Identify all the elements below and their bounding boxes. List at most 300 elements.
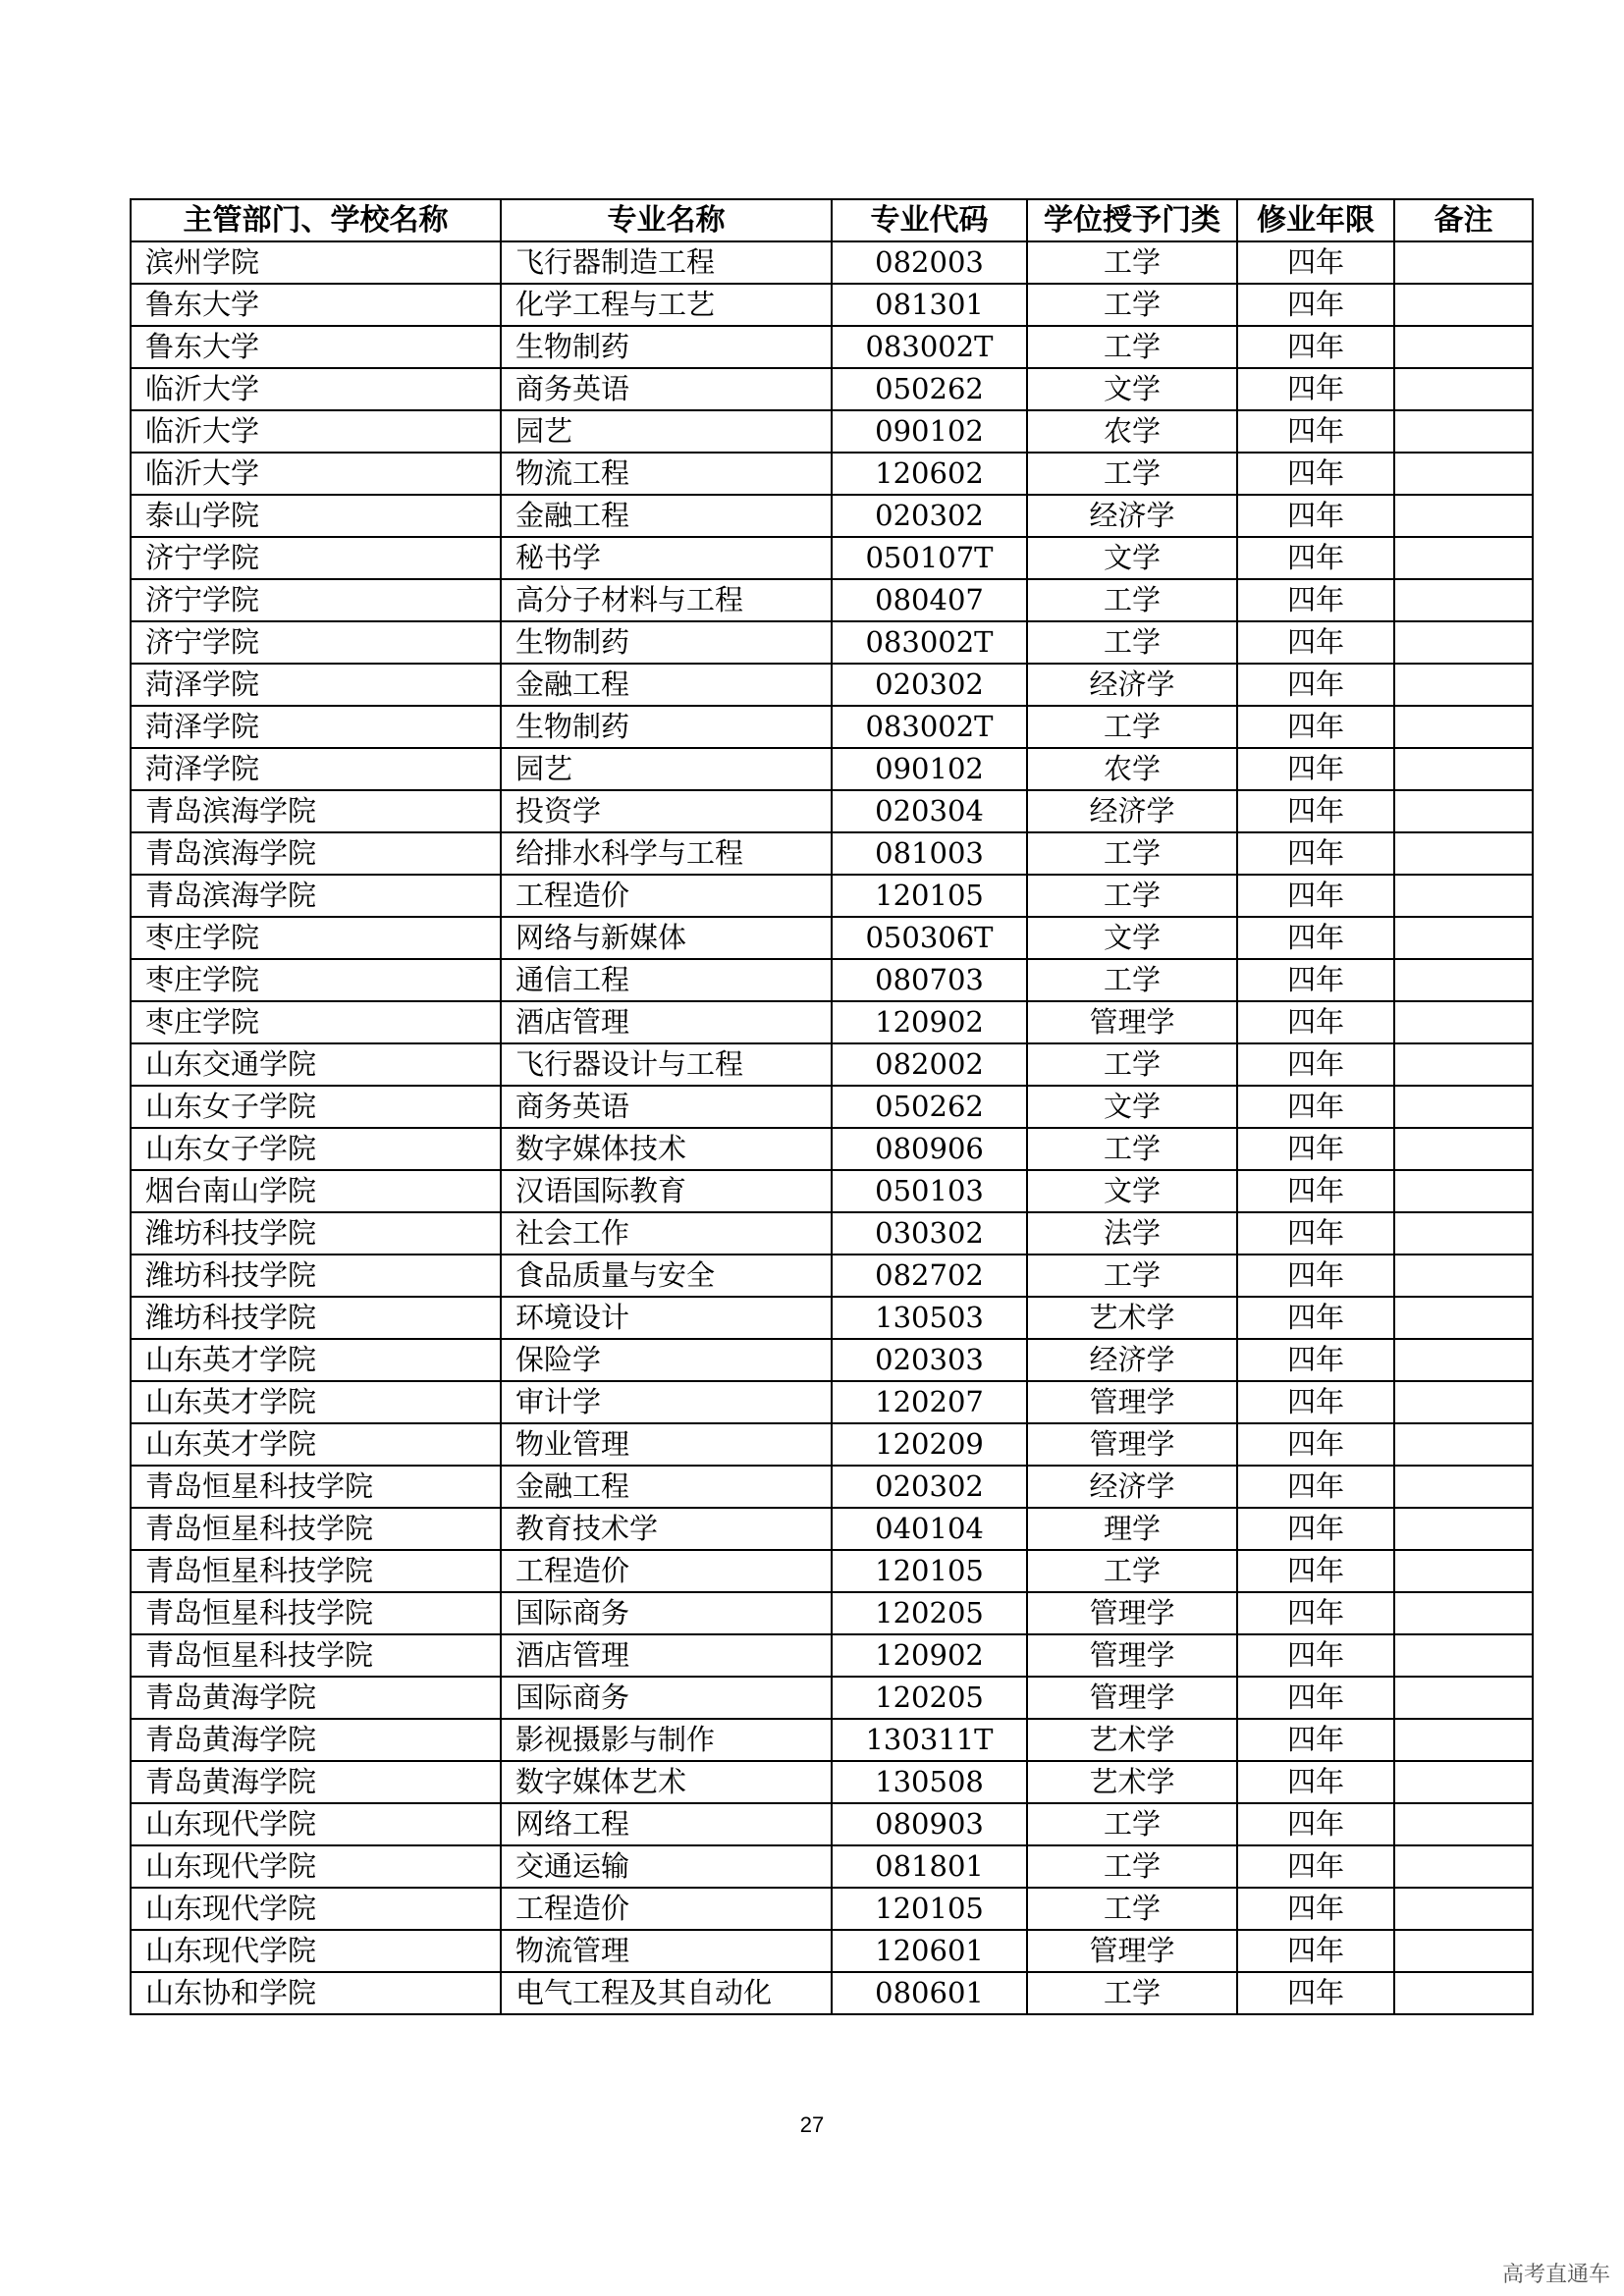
- cell-years: 四年: [1237, 1128, 1394, 1170]
- cell-code: 090102: [832, 748, 1027, 790]
- cell-degree: 文学: [1027, 1170, 1237, 1212]
- majors-table: [130, 198, 1534, 2015]
- header-major: 专业名称: [501, 199, 832, 241]
- header-years: 修业年限: [1237, 199, 1394, 241]
- cell-years: 四年: [1237, 1930, 1394, 1972]
- cell-notes: [1394, 1592, 1533, 1634]
- cell-school: 枣庄学院: [131, 917, 501, 959]
- cell-school: 潍坊科技学院: [131, 1297, 501, 1339]
- cell-code: 081301: [832, 284, 1027, 326]
- cell-major: 高分子材料与工程: [501, 579, 832, 621]
- cell-major: 金融工程: [501, 1466, 832, 1508]
- header-school: 主管部门、学校名称: [131, 199, 501, 241]
- cell-degree: 经济学: [1027, 1339, 1237, 1381]
- cell-degree: 工学: [1027, 326, 1237, 368]
- cell-code: 080903: [832, 1803, 1027, 1845]
- cell-degree: 经济学: [1027, 495, 1237, 537]
- cell-code: 120601: [832, 1930, 1027, 1972]
- cell-school: 济宁学院: [131, 537, 501, 579]
- cell-code: 090102: [832, 410, 1027, 453]
- table-row: [131, 1803, 1533, 1845]
- cell-degree: 经济学: [1027, 790, 1237, 832]
- cell-code: 120902: [832, 1001, 1027, 1043]
- cell-major: 电气工程及其自动化: [501, 1972, 832, 2014]
- cell-school: 青岛恒星科技学院: [131, 1592, 501, 1634]
- table-row: [131, 1423, 1533, 1466]
- cell-years: 四年: [1237, 832, 1394, 875]
- table-row: [131, 1466, 1533, 1508]
- cell-notes: [1394, 1888, 1533, 1930]
- table-row: [131, 326, 1533, 368]
- cell-major: 国际商务: [501, 1677, 832, 1719]
- cell-code: 120105: [832, 1550, 1027, 1592]
- cell-school: 青岛恒星科技学院: [131, 1508, 501, 1550]
- cell-years: 四年: [1237, 1550, 1394, 1592]
- cell-major: 通信工程: [501, 959, 832, 1001]
- cell-school: 青岛恒星科技学院: [131, 1550, 501, 1592]
- cell-years: 四年: [1237, 1339, 1394, 1381]
- cell-degree: 艺术学: [1027, 1719, 1237, 1761]
- cell-degree: 文学: [1027, 537, 1237, 579]
- cell-years: 四年: [1237, 241, 1394, 284]
- cell-major: 审计学: [501, 1381, 832, 1423]
- table-row: [131, 1128, 1533, 1170]
- cell-code: 083002T: [832, 326, 1027, 368]
- table-row: [131, 621, 1533, 664]
- table-row: [131, 1677, 1533, 1719]
- cell-code: 050103: [832, 1170, 1027, 1212]
- cell-notes: [1394, 706, 1533, 748]
- table-row: [131, 1888, 1533, 1930]
- table-row: [131, 1930, 1533, 1972]
- table-row: [131, 748, 1533, 790]
- cell-years: 四年: [1237, 1001, 1394, 1043]
- cell-years: 四年: [1237, 1592, 1394, 1634]
- cell-major: 生物制药: [501, 706, 832, 748]
- cell-major: 数字媒体技术: [501, 1128, 832, 1170]
- cell-notes: [1394, 1043, 1533, 1086]
- cell-code: 081003: [832, 832, 1027, 875]
- cell-notes: [1394, 832, 1533, 875]
- watermark: 高考直通车: [1501, 2263, 1610, 2287]
- cell-school: 山东英才学院: [131, 1423, 501, 1466]
- cell-school: 鲁东大学: [131, 326, 501, 368]
- cell-code: 020304: [832, 790, 1027, 832]
- cell-years: 四年: [1237, 453, 1394, 495]
- cell-school: 济宁学院: [131, 579, 501, 621]
- table-row: [131, 832, 1533, 875]
- table-row: [131, 368, 1533, 410]
- cell-school: 山东女子学院: [131, 1086, 501, 1128]
- cell-notes: [1394, 1761, 1533, 1803]
- cell-notes: [1394, 326, 1533, 368]
- cell-school: 滨州学院: [131, 241, 501, 284]
- cell-school: 山东现代学院: [131, 1888, 501, 1930]
- cell-years: 四年: [1237, 1255, 1394, 1297]
- cell-notes: [1394, 1086, 1533, 1128]
- cell-school: 潍坊科技学院: [131, 1255, 501, 1297]
- table-row: [131, 453, 1533, 495]
- cell-notes: [1394, 1719, 1533, 1761]
- cell-years: 四年: [1237, 959, 1394, 1001]
- cell-degree: 工学: [1027, 1043, 1237, 1086]
- cell-code: 082002: [832, 1043, 1027, 1086]
- cell-school: 菏泽学院: [131, 706, 501, 748]
- cell-school: 菏泽学院: [131, 664, 501, 706]
- cell-school: 青岛恒星科技学院: [131, 1634, 501, 1677]
- table-row: [131, 1043, 1533, 1086]
- cell-major: 生物制药: [501, 621, 832, 664]
- cell-degree: 管理学: [1027, 1930, 1237, 1972]
- cell-code: 082003: [832, 241, 1027, 284]
- cell-major: 保险学: [501, 1339, 832, 1381]
- cell-years: 四年: [1237, 875, 1394, 917]
- cell-notes: [1394, 1466, 1533, 1508]
- cell-degree: 管理学: [1027, 1381, 1237, 1423]
- cell-code: 083002T: [832, 706, 1027, 748]
- cell-code: 040104: [832, 1508, 1027, 1550]
- cell-years: 四年: [1237, 706, 1394, 748]
- cell-major: 酒店管理: [501, 1634, 832, 1677]
- cell-code: 130508: [832, 1761, 1027, 1803]
- cell-degree: 工学: [1027, 832, 1237, 875]
- cell-major: 金融工程: [501, 495, 832, 537]
- cell-major: 物流管理: [501, 1930, 832, 1972]
- cell-degree: 艺术学: [1027, 1297, 1237, 1339]
- cell-code: 020302: [832, 495, 1027, 537]
- cell-school: 泰山学院: [131, 495, 501, 537]
- cell-years: 四年: [1237, 1381, 1394, 1423]
- cell-years: 四年: [1237, 326, 1394, 368]
- cell-notes: [1394, 1508, 1533, 1550]
- cell-notes: [1394, 748, 1533, 790]
- cell-school: 山东英才学院: [131, 1339, 501, 1381]
- cell-degree: 工学: [1027, 284, 1237, 326]
- cell-code: 120207: [832, 1381, 1027, 1423]
- cell-major: 国际商务: [501, 1592, 832, 1634]
- cell-years: 四年: [1237, 1170, 1394, 1212]
- cell-code: 050306T: [832, 917, 1027, 959]
- cell-years: 四年: [1237, 1043, 1394, 1086]
- cell-code: 082702: [832, 1255, 1027, 1297]
- cell-school: 山东协和学院: [131, 1972, 501, 2014]
- cell-school: 临沂大学: [131, 410, 501, 453]
- cell-code: 120105: [832, 875, 1027, 917]
- cell-school: 青岛滨海学院: [131, 832, 501, 875]
- cell-years: 四年: [1237, 284, 1394, 326]
- table-row: [131, 959, 1533, 1001]
- cell-school: 鲁东大学: [131, 284, 501, 326]
- cell-years: 四年: [1237, 1677, 1394, 1719]
- cell-years: 四年: [1237, 1508, 1394, 1550]
- cell-major: 生物制药: [501, 326, 832, 368]
- table-row: [131, 579, 1533, 621]
- cell-notes: [1394, 1255, 1533, 1297]
- cell-school: 山东交通学院: [131, 1043, 501, 1086]
- cell-years: 四年: [1237, 748, 1394, 790]
- table-body: [131, 241, 1533, 2014]
- cell-notes: [1394, 959, 1533, 1001]
- cell-degree: 工学: [1027, 621, 1237, 664]
- cell-degree: 文学: [1027, 1086, 1237, 1128]
- cell-school: 青岛恒星科技学院: [131, 1466, 501, 1508]
- table-row: [131, 495, 1533, 537]
- cell-years: 四年: [1237, 790, 1394, 832]
- cell-years: 四年: [1237, 1212, 1394, 1255]
- cell-degree: 工学: [1027, 959, 1237, 1001]
- cell-major: 网络工程: [501, 1803, 832, 1845]
- cell-years: 四年: [1237, 1761, 1394, 1803]
- cell-degree: 管理学: [1027, 1677, 1237, 1719]
- cell-degree: 工学: [1027, 875, 1237, 917]
- cell-notes: [1394, 1550, 1533, 1592]
- cell-school: 山东现代学院: [131, 1803, 501, 1845]
- cell-notes: [1394, 368, 1533, 410]
- cell-years: 四年: [1237, 1888, 1394, 1930]
- cell-degree: 文学: [1027, 917, 1237, 959]
- cell-major: 环境设计: [501, 1297, 832, 1339]
- cell-major: 金融工程: [501, 664, 832, 706]
- header-degree: 学位授予门类: [1027, 199, 1237, 241]
- cell-degree: 工学: [1027, 1803, 1237, 1845]
- cell-degree: 管理学: [1027, 1634, 1237, 1677]
- cell-code: 030302: [832, 1212, 1027, 1255]
- cell-notes: [1394, 1845, 1533, 1888]
- cell-years: 四年: [1237, 917, 1394, 959]
- table-row: [131, 664, 1533, 706]
- cell-school: 枣庄学院: [131, 1001, 501, 1043]
- cell-code: 083002T: [832, 621, 1027, 664]
- table-row: [131, 875, 1533, 917]
- cell-years: 四年: [1237, 1634, 1394, 1677]
- cell-code: 120205: [832, 1592, 1027, 1634]
- cell-code: 120209: [832, 1423, 1027, 1466]
- cell-school: 潍坊科技学院: [131, 1212, 501, 1255]
- cell-notes: [1394, 453, 1533, 495]
- table-row: [131, 1761, 1533, 1803]
- cell-school: 青岛黄海学院: [131, 1677, 501, 1719]
- table-row: [131, 1339, 1533, 1381]
- cell-major: 给排水科学与工程: [501, 832, 832, 875]
- table-row: [131, 1508, 1533, 1550]
- cell-notes: [1394, 790, 1533, 832]
- cell-major: 投资学: [501, 790, 832, 832]
- cell-degree: 管理学: [1027, 1001, 1237, 1043]
- cell-years: 四年: [1237, 1803, 1394, 1845]
- cell-code: 080601: [832, 1972, 1027, 2014]
- cell-notes: [1394, 241, 1533, 284]
- cell-code: 080703: [832, 959, 1027, 1001]
- table-row: [131, 1212, 1533, 1255]
- cell-years: 四年: [1237, 1297, 1394, 1339]
- cell-degree: 工学: [1027, 1845, 1237, 1888]
- cell-major: 酒店管理: [501, 1001, 832, 1043]
- table-row: [131, 410, 1533, 453]
- cell-degree: 农学: [1027, 748, 1237, 790]
- cell-years: 四年: [1237, 621, 1394, 664]
- cell-school: 青岛滨海学院: [131, 790, 501, 832]
- cell-code: 050107T: [832, 537, 1027, 579]
- cell-code: 050262: [832, 368, 1027, 410]
- cell-notes: [1394, 1339, 1533, 1381]
- cell-degree: 法学: [1027, 1212, 1237, 1255]
- cell-degree: 管理学: [1027, 1423, 1237, 1466]
- cell-school: 山东女子学院: [131, 1128, 501, 1170]
- table-row: [131, 1592, 1533, 1634]
- cell-years: 四年: [1237, 537, 1394, 579]
- cell-degree: 管理学: [1027, 1592, 1237, 1634]
- cell-years: 四年: [1237, 368, 1394, 410]
- cell-major: 秘书学: [501, 537, 832, 579]
- cell-code: 120105: [832, 1888, 1027, 1930]
- cell-degree: 文学: [1027, 368, 1237, 410]
- cell-years: 四年: [1237, 1086, 1394, 1128]
- cell-major: 社会工作: [501, 1212, 832, 1255]
- cell-notes: [1394, 1803, 1533, 1845]
- table-row: [131, 537, 1533, 579]
- cell-notes: [1394, 1212, 1533, 1255]
- table-row: [131, 241, 1533, 284]
- cell-years: 四年: [1237, 1972, 1394, 2014]
- cell-major: 食品质量与安全: [501, 1255, 832, 1297]
- table-row: [131, 790, 1533, 832]
- cell-notes: [1394, 410, 1533, 453]
- cell-major: 教育技术学: [501, 1508, 832, 1550]
- cell-degree: 艺术学: [1027, 1761, 1237, 1803]
- cell-school: 济宁学院: [131, 621, 501, 664]
- cell-degree: 工学: [1027, 1550, 1237, 1592]
- cell-notes: [1394, 1170, 1533, 1212]
- cell-major: 影视摄影与制作: [501, 1719, 832, 1761]
- cell-notes: [1394, 1423, 1533, 1466]
- cell-degree: 农学: [1027, 410, 1237, 453]
- cell-degree: 工学: [1027, 1128, 1237, 1170]
- cell-years: 四年: [1237, 664, 1394, 706]
- table-row: [131, 706, 1533, 748]
- cell-school: 青岛黄海学院: [131, 1761, 501, 1803]
- table-row: [131, 1001, 1533, 1043]
- cell-notes: [1394, 284, 1533, 326]
- cell-major: 商务英语: [501, 1086, 832, 1128]
- cell-major: 物流工程: [501, 453, 832, 495]
- table-row: [131, 284, 1533, 326]
- cell-major: 汉语国际教育: [501, 1170, 832, 1212]
- cell-notes: [1394, 621, 1533, 664]
- cell-notes: [1394, 1972, 1533, 2014]
- table-row: [131, 1255, 1533, 1297]
- cell-school: 山东现代学院: [131, 1930, 501, 1972]
- cell-code: 020303: [832, 1339, 1027, 1381]
- cell-notes: [1394, 1930, 1533, 1972]
- table-header-row: [131, 199, 1533, 241]
- cell-major: 园艺: [501, 748, 832, 790]
- cell-degree: 理学: [1027, 1508, 1237, 1550]
- cell-notes: [1394, 1001, 1533, 1043]
- cell-major: 飞行器设计与工程: [501, 1043, 832, 1086]
- cell-notes: [1394, 664, 1533, 706]
- cell-code: 120205: [832, 1677, 1027, 1719]
- cell-code: 120902: [832, 1634, 1027, 1677]
- cell-years: 四年: [1237, 1466, 1394, 1508]
- cell-major: 工程造价: [501, 1888, 832, 1930]
- cell-years: 四年: [1237, 410, 1394, 453]
- cell-major: 交通运输: [501, 1845, 832, 1888]
- table-row: [131, 1634, 1533, 1677]
- cell-code: 080407: [832, 579, 1027, 621]
- cell-years: 四年: [1237, 495, 1394, 537]
- cell-code: 130503: [832, 1297, 1027, 1339]
- cell-school: 菏泽学院: [131, 748, 501, 790]
- cell-notes: [1394, 1297, 1533, 1339]
- cell-school: 青岛滨海学院: [131, 875, 501, 917]
- cell-notes: [1394, 1634, 1533, 1677]
- cell-major: 工程造价: [501, 1550, 832, 1592]
- cell-major: 化学工程与工艺: [501, 284, 832, 326]
- cell-major: 工程造价: [501, 875, 832, 917]
- header-notes: 备注: [1394, 199, 1533, 241]
- cell-major: 商务英语: [501, 368, 832, 410]
- cell-notes: [1394, 917, 1533, 959]
- cell-school: 枣庄学院: [131, 959, 501, 1001]
- cell-degree: 工学: [1027, 1255, 1237, 1297]
- cell-code: 130311T: [832, 1719, 1027, 1761]
- table-row: [131, 1086, 1533, 1128]
- table-row: [131, 1381, 1533, 1423]
- table-row: [131, 917, 1533, 959]
- cell-major: 物业管理: [501, 1423, 832, 1466]
- cell-code: 080906: [832, 1128, 1027, 1170]
- cell-code: 020302: [832, 664, 1027, 706]
- header-code: 专业代码: [832, 199, 1027, 241]
- cell-school: 山东英才学院: [131, 1381, 501, 1423]
- cell-years: 四年: [1237, 579, 1394, 621]
- cell-major: 园艺: [501, 410, 832, 453]
- cell-degree: 经济学: [1027, 1466, 1237, 1508]
- cell-major: 网络与新媒体: [501, 917, 832, 959]
- cell-code: 120602: [832, 453, 1027, 495]
- cell-degree: 工学: [1027, 453, 1237, 495]
- cell-notes: [1394, 875, 1533, 917]
- cell-major: 飞行器制造工程: [501, 241, 832, 284]
- table-row: [131, 1170, 1533, 1212]
- cell-years: 四年: [1237, 1719, 1394, 1761]
- cell-school: 山东现代学院: [131, 1845, 501, 1888]
- cell-degree: 工学: [1027, 1888, 1237, 1930]
- cell-school: 临沂大学: [131, 453, 501, 495]
- cell-degree: 工学: [1027, 241, 1237, 284]
- table-row: [131, 1719, 1533, 1761]
- cell-code: 050262: [832, 1086, 1027, 1128]
- cell-degree: 工学: [1027, 1972, 1237, 2014]
- table-row: [131, 1845, 1533, 1888]
- cell-school: 烟台南山学院: [131, 1170, 501, 1212]
- cell-degree: 经济学: [1027, 664, 1237, 706]
- table-row: [131, 1297, 1533, 1339]
- table-row: [131, 1972, 1533, 2014]
- cell-degree: 工学: [1027, 706, 1237, 748]
- cell-notes: [1394, 537, 1533, 579]
- cell-notes: [1394, 1381, 1533, 1423]
- cell-notes: [1394, 1128, 1533, 1170]
- cell-degree: 工学: [1027, 579, 1237, 621]
- cell-notes: [1394, 1677, 1533, 1719]
- cell-school: 临沂大学: [131, 368, 501, 410]
- cell-years: 四年: [1237, 1845, 1394, 1888]
- cell-code: 020302: [832, 1466, 1027, 1508]
- cell-major: 数字媒体艺术: [501, 1761, 832, 1803]
- cell-code: 081801: [832, 1845, 1027, 1888]
- cell-school: 青岛黄海学院: [131, 1719, 501, 1761]
